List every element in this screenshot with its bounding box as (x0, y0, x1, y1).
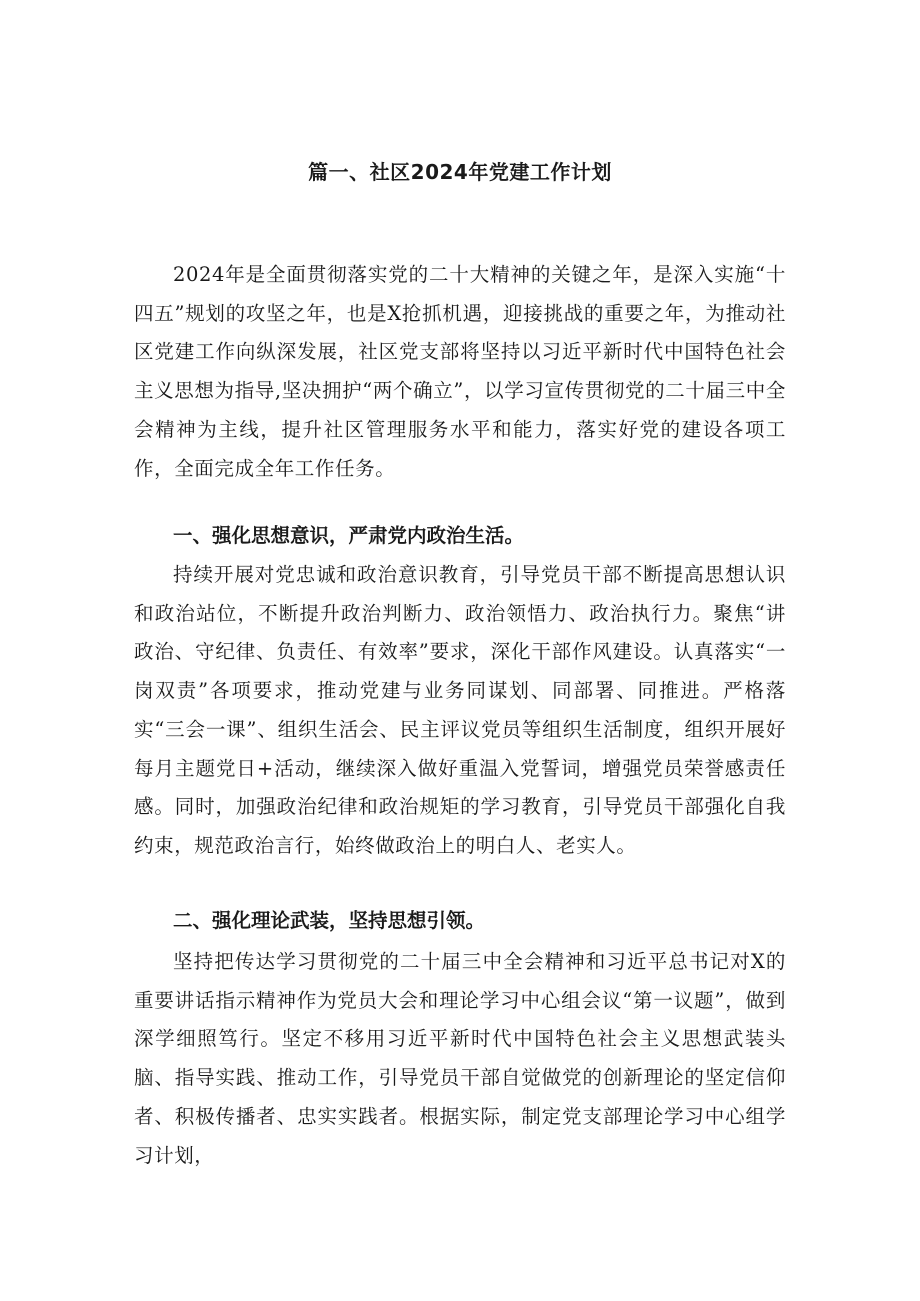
section-heading-1: 一、强化思想意识，严肃党内政治生活。 (173, 524, 525, 547)
document-title: 篇一、社区2024年党建工作计划 (308, 160, 612, 184)
section-body-1: 持续开展对党忠诚和政治意识教育，引导党员干部不断提高思想认识和政治站位，不断提升政治判断力、政治领悟力、政治执行力。聚焦“讲政治、守纪律、负责任、有效率”要求，深化干部作风建设。认真落实“一岗双责”各项要求，推动党建与业务同谋划、同部署、同推进。严格落实“三会一课”、组织生活会、民主评议党员等组织生活制度，组织开展好每月主题党日+活动，继续深入做好重温入党誓词，增强党员荣誉感责任感。同时，加强政治纪律和政治规矩的学习教育，引导党员干部强化自我约束，规范政治言行，始终做政治上的明白人、老实人。 (134, 563, 786, 857)
section-body-2: 坚持把传达学习贯彻党的二十届三中全会精神和习近平总书记对X的重要讲话指示精神作为党员大会和理论学习中心组会议“第一议题”，做到深学细照笃行。坚定不移用习近平新时代中国特色社会主义思想武装头脑、指导实践、推动工作，引导党员干部自觉做党的创新理论的坚定信仰者、积极传播者、忠实实践者。根据实际，制定党支部理论学习中心组学习计划， (134, 950, 786, 1167)
section-heading-2: 二、强化理论武装，坚持思想引领。 (173, 909, 486, 932)
intro-paragraph: 2024年是全面贯彻落实党的二十大精神的关键之年，是深入实施“十四五”规划的攻坚之年，也是X抢抓机遇，迎接挑战的重要之年，为推动社区党建工作向纵深发展，社区党支部将坚持以习近平新时代中国特色社会主义思想为指导,坚决拥护“两个确立”，以学习宣传贯彻党的二十届三中全会精神为主线，提升社区管理服务水平和能力，落实好党的建设各项工作，全面完成全年工作任务。 (134, 263, 786, 480)
